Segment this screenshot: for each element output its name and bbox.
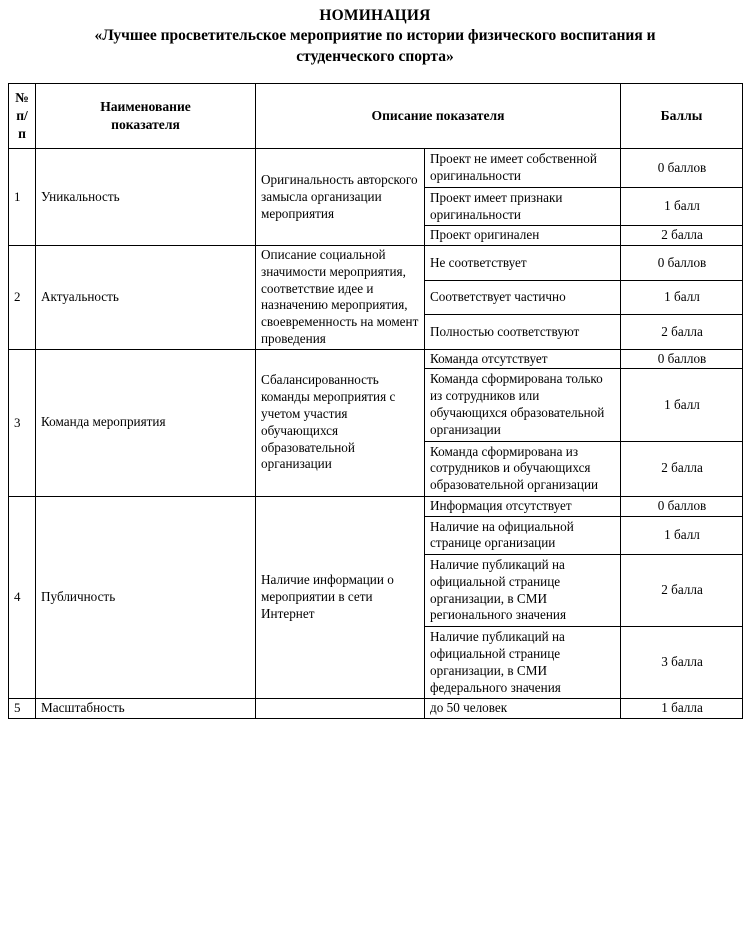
cell-number: 5 (9, 699, 36, 719)
criteria-table-wrapper (0, 67, 750, 719)
cell-indicator-description: Оригинальность авторского замысла организации мероприятия (256, 149, 425, 246)
table-row (9, 699, 743, 719)
cell-indicator-description: Сбалансированность команды мероприятия с учетом участия обучающихся образовательной организации (256, 349, 425, 496)
cell-criterion-variant: Проект не имеет собственной оригинальности (425, 149, 621, 188)
column-header-number-line1: № (15, 90, 29, 106)
cell-indicator-description (256, 699, 425, 719)
cell-criterion-variant: Проект оригинален (425, 226, 621, 246)
cell-criterion-variant: Соответствует частично (425, 280, 621, 315)
cell-indicator-name: Масштабность (36, 699, 256, 719)
cell-score: 0 баллов (621, 246, 743, 281)
cell-criterion-variant: Информация отсутствует (425, 496, 621, 516)
cell-score: 2 балла (621, 441, 743, 496)
cell-criterion-variant: Команда сформирована из сотрудников и обучающихся образовательной организации (425, 441, 621, 496)
cell-criterion-variant: Не соответствует (425, 246, 621, 281)
table-row (9, 349, 743, 369)
page-subtitle: «Лучшее просветительское мероприятие по истории физического воспитания и студенческого спорта» (94, 27, 656, 65)
cell-criterion-variant: Полностью соответствуют (425, 315, 621, 350)
cell-criterion-variant: Наличие на официальной странице организации (425, 516, 621, 555)
cell-indicator-name: Актуальность (36, 246, 256, 350)
cell-criterion-variant: до 50 человек (425, 699, 621, 719)
column-header-number (9, 84, 36, 149)
column-header-name (36, 84, 256, 149)
cell-number: 3 (9, 349, 36, 496)
table-row (9, 246, 743, 281)
cell-score: 1 балла (621, 699, 743, 719)
cell-score: 2 балла (621, 226, 743, 246)
cell-indicator-name: Команда мероприятия (36, 349, 256, 496)
criteria-table (8, 83, 743, 719)
cell-score: 0 баллов (621, 349, 743, 369)
document-title-block (0, 0, 750, 67)
column-header-number-line2: п/п (16, 107, 28, 141)
cell-criterion-variant: Команда сформирована только из сотрудников или обучающихся образовательной организации (425, 369, 621, 441)
table-header-row (9, 84, 743, 149)
table-body (9, 149, 743, 719)
cell-indicator-name: Публичность (36, 496, 256, 698)
cell-score: 1 балл (621, 516, 743, 555)
page-title: НОМИНАЦИЯ (319, 7, 431, 24)
cell-score: 3 балла (621, 627, 743, 699)
cell-number: 2 (9, 246, 36, 350)
cell-criterion-variant: Наличие публикаций на официальной странице организации, в СМИ федерального значения (425, 627, 621, 699)
cell-indicator-description: Описание социальной значимости мероприятия, соответствие идее и назначению мероприятия, своевременность на момент проведения (256, 246, 425, 350)
cell-criterion-variant: Проект имеет признаки оригинальности (425, 187, 621, 226)
cell-score: 0 баллов (621, 149, 743, 188)
cell-score: 2 балла (621, 555, 743, 627)
cell-score: 0 баллов (621, 496, 743, 516)
cell-criterion-variant: Наличие публикаций на официальной странице организации, в СМИ регионального значения (425, 555, 621, 627)
cell-score: 1 балл (621, 369, 743, 441)
cell-number: 4 (9, 496, 36, 698)
cell-indicator-description: Наличие информации о мероприятии в сети Интернет (256, 496, 425, 698)
cell-number: 1 (9, 149, 36, 246)
column-header-name-line2: показателя (111, 116, 180, 132)
cell-indicator-name: Уникальность (36, 149, 256, 246)
table-row (9, 149, 743, 188)
cell-criterion-variant: Команда отсутствует (425, 349, 621, 369)
column-header-description: Описание показателя (256, 84, 621, 149)
cell-score: 1 балл (621, 280, 743, 315)
table-row (9, 496, 743, 516)
column-header-score: Баллы (621, 84, 743, 149)
column-header-name-line1: Наименование (100, 99, 191, 115)
cell-score: 2 балла (621, 315, 743, 350)
table-header (9, 84, 743, 149)
cell-score: 1 балл (621, 187, 743, 226)
